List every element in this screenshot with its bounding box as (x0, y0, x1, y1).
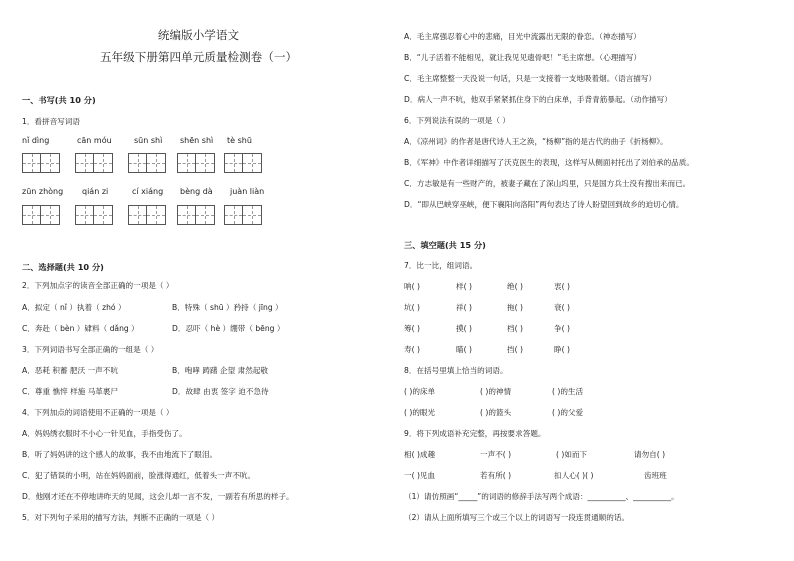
q9-idiom[interactable]: 相( )成趣 (404, 450, 436, 459)
tianzige-10[interactable] (224, 205, 262, 225)
q4-option-b: B．听了妈妈讲的这个感人的故事，我不由地流下了眼泪。 (22, 450, 218, 459)
q7-item[interactable]: 摸( ) (456, 324, 472, 333)
q9-idiom[interactable]: ( )如而下 (556, 450, 588, 459)
question-8: 8．在括号里填上恰当的词语。 (404, 366, 508, 375)
pinyin-2: cān móu (77, 136, 112, 145)
q9-idiom[interactable]: 齿班班 (644, 471, 667, 480)
q5-option-b: B．“儿子活着不能相见，就让我见见遗骨吧！”毛主席想。（心理描写） (404, 53, 642, 62)
pinyin-7: qián zi (82, 187, 109, 196)
tianzige-8[interactable] (128, 205, 166, 225)
section-writing: 一、书写(共 10 分) (22, 95, 96, 105)
q5-option-c: C．毛主席整整一天没说一句话，只是一支接着一支地吸着烟。（语言描写） (404, 74, 657, 83)
q7-item[interactable]: 衷( ) (554, 282, 570, 291)
q7-item[interactable]: 档( ) (507, 324, 523, 333)
question-2: 2．下列加点字的读音全部正确的一项是（ ） (22, 281, 174, 290)
tianzige-9[interactable] (177, 205, 215, 225)
q9-subquestion-1: （1）请仿照画“_____”的词语的修辞手法写两个成语：__________、__________。 (404, 492, 679, 501)
question-9: 9．将下列成语补充完整，再按要求答题。 (404, 429, 546, 438)
q7-item[interactable]: 样( ) (456, 282, 472, 291)
section-fill: 三、填空题(共 15 分) (404, 240, 486, 250)
pinyin-9: bèng dà (180, 187, 213, 196)
tianzige-4[interactable] (177, 153, 215, 173)
q5-option-a: A．毛主席强忍着心中的悲痛，目光中流露出无限的眷恋。（神态描写） (404, 32, 641, 41)
tianzige-3[interactable] (128, 153, 166, 173)
q2-option-c: C．奔赴（ bèn ）肄料（ dǎng ） (22, 324, 139, 333)
q9-subquestion-2: （2）请从上面所填写三个或三个以上的词语写一段连贯通顺的话。 (404, 513, 630, 522)
q8-item[interactable]: ( )的眼光 (404, 408, 436, 417)
q5-option-d: D．病人一声不吭，他双手紧紧抓住身下的白床单，手背青筋暴起。（动作描写） (404, 95, 672, 104)
question-6: 6．下列说法有误的一项是（ ） (404, 116, 510, 125)
q9-idiom[interactable]: 若有所( ) (480, 471, 512, 480)
q2-option-d: D．忍吓（ hè ）绷带（ bēng ） (172, 324, 285, 333)
q3-option-d: D．故肆 由衷 签字 迫不急待 (172, 387, 269, 396)
tianzige-6[interactable] (22, 205, 60, 225)
q7-item[interactable]: 筹( ) (404, 324, 420, 333)
q7-item[interactable]: 争( ) (554, 324, 570, 333)
q4-option-a: A．妈妈绣衣服时不小心一针见血，手指受伤了。 (22, 429, 187, 438)
q7-item[interactable]: 睁( ) (554, 345, 570, 354)
question-1: 1．看拼音写词语 (22, 117, 80, 126)
q6-option-a: A．《凉州词》的作者是唐代诗人王之涣，“杨柳”指的是古代的曲子《折杨柳》。 (404, 137, 668, 146)
q3-option-b: B．咆哮 踌躇 企望 肃然起敬 (172, 366, 268, 375)
q9-idiom[interactable]: 一声不( ) (480, 450, 512, 459)
question-3: 3．下列词语书写全部正确的一组是（ ） (22, 345, 159, 354)
pinyin-3: sūn shì (134, 136, 163, 145)
q7-item[interactable]: 寿( ) (404, 345, 420, 354)
question-4: 4．下列加点的词语使用不正确的一项是（ ） (22, 408, 174, 417)
q3-option-a: A．恶耗 积蓄 肥沃 一声不吭 (22, 366, 118, 375)
pinyin-8: cí xiáng (132, 187, 164, 196)
pinyin-6: zūn zhòng (22, 187, 64, 196)
q8-item[interactable]: ( )的篮头 (480, 408, 512, 417)
q7-item[interactable]: 祥( ) (456, 303, 472, 312)
q2-option-b: B．特殊（ shū ）矜持（ jīng ） (172, 303, 283, 312)
q6-option-b: B．《军神》中作者详细描写了沃克医生的表现，这样写从侧面衬托出了刘伯承的品质。 (404, 158, 694, 167)
q7-item[interactable]: 拖( ) (507, 303, 523, 312)
q4-option-d: D．他刚才还在不停地讲昨天的见闻，这会儿却一言不发，一副若有所思的样子。 (22, 492, 294, 501)
q9-idiom[interactable]: 扣人心( )( ) (554, 471, 594, 480)
q7-item[interactable]: 瞄( ) (456, 345, 472, 354)
q7-item[interactable]: 坑( ) (404, 303, 420, 312)
q7-item[interactable]: 绝( ) (507, 282, 523, 291)
doc-subtitle: 五年级下册第四单元质量检测卷（一） (99, 50, 298, 64)
tianzige-7[interactable] (75, 205, 113, 225)
pinyin-10: juàn liàn (230, 187, 265, 196)
q7-item[interactable]: 衰( ) (554, 303, 570, 312)
tianzige-5[interactable] (224, 153, 262, 173)
q6-option-d: D．“即从巴峡穿巫峡，便下襄阳向洛阳”两句表达了诗人盼望回到故乡的迫切心情。 (404, 200, 684, 209)
question-5: 5．对下列句子采用的描写方法，判断不正确的一项是（ ） (22, 513, 220, 522)
q6-option-c: C．方志敏是有一些财产的，被妻子藏在了深山坞里，只是国方兵士没有搜出来而已。 (404, 179, 691, 188)
q8-item[interactable]: ( )的神情 (480, 387, 512, 396)
pinyin-1: nǐ dìng (22, 136, 50, 145)
q7-item[interactable]: 呐( ) (404, 282, 420, 291)
tianzige-1[interactable] (22, 153, 60, 173)
tianzige-2[interactable] (75, 153, 113, 173)
q9-idiom[interactable]: 请勿自( ) (634, 450, 666, 459)
pinyin-4: shēn shì (180, 136, 214, 145)
q9-idiom[interactable]: 一( )见血 (404, 471, 436, 480)
pinyin-5: tè shū (227, 136, 252, 145)
q8-item[interactable]: ( )的生活 (552, 387, 584, 396)
section-choice: 二、选择题(共 10 分) (22, 262, 104, 272)
doc-title: 统编版小学语文 (157, 28, 240, 42)
q3-option-c: C．尊重 憔悴 样施 马革裹尸 (22, 387, 119, 396)
q8-item[interactable]: ( )的床单 (404, 387, 436, 396)
q2-option-a: A．拟定（ nǐ ）执着（ zhó ） (22, 303, 126, 312)
q4-option-c: C．犯了错误的小明，站在妈妈面前，脸涨得通红，低着头一声不吭。 (22, 471, 256, 480)
q8-item[interactable]: ( )的父爱 (552, 408, 584, 417)
q7-item[interactable]: 挡( ) (507, 345, 523, 354)
question-7: 7．比一比，组词语。 (404, 261, 478, 270)
